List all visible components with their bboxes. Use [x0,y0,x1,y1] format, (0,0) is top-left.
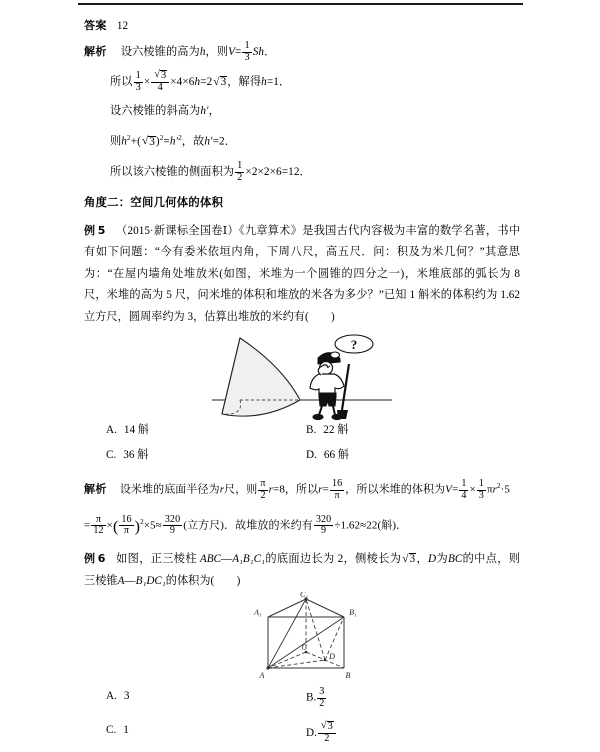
answer-label: 答案 [84,19,107,32]
solution1-line-3 [84,98,520,125]
sqrt-icon-5: √ 3 [321,721,334,733]
svg-text:C₁: C₁ [299,592,309,600]
exponent-2b: 2 [159,134,164,142]
var-V: V [228,46,236,58]
var-r-3: r [318,483,323,496]
fraction-one-fourth: $\frac{1}{4}$ [461,478,467,501]
fraction-one-third: $\frac{1}{3}$ [244,40,250,63]
solution1-prefix-5: 所以该六棱锥的侧面积为 [110,165,235,178]
solution1-line-4 [84,125,520,156]
sol5-div: ÷1.62≈22(斛)． [334,519,408,532]
exponent-2a: 2 [127,134,131,142]
solution1-line-5 [84,156,520,189]
example5-solution-line-2: = $\frac{\pi}{12}$ ×( $\frac{16}{\pi}$ )$^2$×5≈ $\frac{320}{9}$ (立方尺)．故堆放的米约有 $\frac{320}{9}$ ÷1.62≈22(斛)． [84,514,408,537]
times-2: ×4×6 [170,76,195,88]
svg-text:A: A [259,671,265,681]
svg-text:B: B [345,671,351,681]
sol5-eq-2: = [84,519,91,532]
answer-value: 12 [116,20,129,32]
option6-text-c: 1 [123,724,129,737]
exponent-2d: 2 [496,482,501,491]
sol5-comma: ，所以米堆的体积为 [345,483,446,496]
option-key-b: B. [306,424,317,437]
prism-a1b1c1: A₁B₁C₁ [232,553,266,566]
solution1-tail-2: ，解得 [227,76,262,88]
fraction-320-over-9-2: $\frac{320}{9}$ [315,514,332,537]
tetra-a: A [117,574,125,587]
section-header-text: 角度二：空间几何体的体积 [84,195,224,209]
fraction-three-halves: $\frac{3}{2}$ [319,686,325,709]
example6-option-b[interactable] [306,687,327,709]
fraction-pi-over-12: $\frac{\pi}{12}$ [93,514,104,537]
sol5-times-2: × [106,519,113,532]
example6-number: 6 [97,552,106,566]
fraction-pi-over-2: $\frac{\pi}{2}$ [260,478,266,501]
example5-solution-label: 解析 [84,482,107,496]
sol5-text-1: 设米堆的底面半径为 [119,483,220,496]
sol5-eq: = [322,483,329,496]
svg-text:A₁: A₁ [254,608,262,618]
dash-1: — [221,553,233,566]
var-h-4: h [121,135,127,148]
fraction-16-over-pi-2: $\frac{16}{\pi}$ [121,514,132,537]
example6-text-6: 的体积为( ) [165,574,241,587]
example6-text-5: 的中点，则三棱锥 [84,553,520,587]
close-paren-4: ) [155,135,160,148]
sol5-times5: ×5≈ [143,519,162,532]
example6-option-row-2 [84,718,520,752]
example5-option-row-1 [84,421,520,446]
comma-3: ， [208,105,220,117]
example6-text-2: 的底面边长为 2，侧棱长为 [265,553,402,566]
example6-figure [84,592,520,684]
prism-abc: ABC [199,553,222,566]
solution1-text-1: 设六棱锥的高为 [120,46,200,58]
solution1-text-3: 设六棱锥的斜高为 [110,105,201,117]
option6-key-c: C. [106,724,117,737]
sqrt-icon-2: √ 3 [213,66,227,98]
var-h: h [199,46,206,58]
eq-2: =2 [200,76,213,88]
sol5-chi: 尺，则 [224,483,258,496]
example6-text-4: 为 [436,553,448,566]
exponent-2c: 2 [178,134,182,142]
fraction-one-third-3: $\frac{1}{3}$ [478,478,484,501]
svg-text:B₁: B₁ [349,608,357,618]
option6-text-a: 3 [123,690,130,703]
option-key-a: A. [106,424,117,437]
option6-key-a: A. [106,690,117,703]
eq-sign: = [235,46,242,58]
period-1: ． [264,46,276,58]
example5-option-b[interactable] [306,421,348,437]
option-key-c: C. [106,449,117,462]
fraction-one-third-2: $\frac{1}{3}$ [135,70,141,93]
var-r-4: r [492,483,497,496]
sol5-dot5: ·5 [500,483,510,496]
top-divider-rule [78,3,523,5]
sqrt-icon-4: √ 3 [402,549,416,571]
var-h-prime-2: h′ [169,135,179,148]
option-text-a: 14 斛 [123,424,150,437]
solution1-label: 解析 [84,45,107,58]
example5-options [84,421,520,471]
solution1-val-2: =1． [266,76,291,88]
dash-2: — [124,574,136,587]
example6-option-d[interactable] [306,721,337,744]
example5-body: （2015·新课标全国卷Ⅰ）《九章算术》是我国古代内容极为丰富的数学名著，书中有如下问题：“今有委米依垣内角，下周八尺，高五尺．问：积及为米几何？”其意思为：“在屋内墙角处堆放米(如图，米堆为一个圆锥的四分之一)，米堆底部的弧长为 8 尺，米堆的高为 5 尺，问米堆的体积和堆放的米各为多少？”已知 1 斛米的体积约为 1.62 立方尺，圆周率约为 3，估算出堆放的米约有( ) [84,224,521,323]
example6-block [84,548,520,592]
tetra-b1dc1: B₁DC₁ [135,574,166,587]
option6-key-d: D. [306,727,317,740]
option6-key-b: B. [306,691,317,704]
solution1-prefix-2: 所以 [110,76,133,88]
var-h-prime-3: h′ [204,135,213,148]
example6-option-c[interactable] [106,724,129,736]
option-text-d: 66 斛 [323,449,350,462]
sol5-unit: (立方尺)．故堆放的米约有 [183,519,313,532]
section-header [84,189,520,217]
example6-text-3: ， [416,553,429,566]
example5-figure [84,328,520,423]
segment-bc: BC [447,553,463,566]
var-h-3: h [261,76,267,88]
var-r-2: r [268,483,274,496]
pi-symbol: π [486,483,493,496]
comma-4: ，故 [181,135,205,148]
var-Sh: Sh [252,46,265,58]
var-V-2: V [445,483,452,496]
triangular-prism-figure [244,592,369,687]
var-h-prime: h′ [200,105,209,117]
sqrt-icon-3: √ 3 [142,129,156,156]
example6-text-1: 如图，正三棱柱 [115,553,197,566]
exponent-2e: 2 [140,517,144,526]
var-r-1: r [219,483,225,496]
solution1-rest-5: ×2×2×6=12． [245,165,311,178]
solution1-then: ，则 [205,46,229,58]
example5-block [84,220,520,329]
example5-option-c[interactable] [106,446,148,462]
example6-label: 例 [84,552,96,566]
option-text-c: 36 斛 [123,449,149,462]
eq-4: = [163,135,170,148]
example6-options [84,684,520,752]
plus-paren: +( [130,135,141,148]
svg-text:D: D [329,652,335,662]
example6-option-a[interactable] [106,690,129,702]
svg-text:C: C [301,643,307,653]
example5-number: 5 [97,223,106,237]
option-text-b: 22 斛 [323,424,349,437]
solution1-prefix-4: 则 [110,135,122,148]
fraction-320-over-9: $\frac{320}{9}$ [164,514,181,537]
sqrt-icon-1: √ 3 [154,70,167,82]
solution1-line-2 [84,66,520,98]
point-d: D [428,553,437,566]
solution1-val-4: =2． [212,135,237,148]
fraction-one-half: $\frac{1}{2}$ [237,160,243,183]
option-key-d: D. [306,449,317,462]
answer-line [84,14,520,38]
page-content [84,14,520,752]
example5-option-a[interactable] [106,421,149,437]
times-1: × [143,76,151,88]
sol5-veq: = [452,483,459,496]
example5-option-d[interactable] [306,446,349,462]
svg-text:?: ? [350,337,358,353]
example6-option-row-1 [84,684,520,718]
solution1-line-1 [84,38,520,66]
example5-option-row-2 [84,446,520,471]
fraction-sqrt3-halves: √ $\frac{3}{2}$ [318,721,336,744]
sol5-times: × [469,483,476,496]
fraction-16-over-pi: $\frac{16}{\pi}$ [331,478,343,501]
example5-solution-line-1 [84,471,520,505]
var-h-2: h [194,76,201,88]
rice-pile-cone-illustration [202,328,412,428]
sol5-eq8: =8，所以 [273,483,319,496]
example5-label: 例 [84,223,96,237]
fraction-sqrt3-over-4: √ $\frac{3}{4}$ [151,70,169,93]
